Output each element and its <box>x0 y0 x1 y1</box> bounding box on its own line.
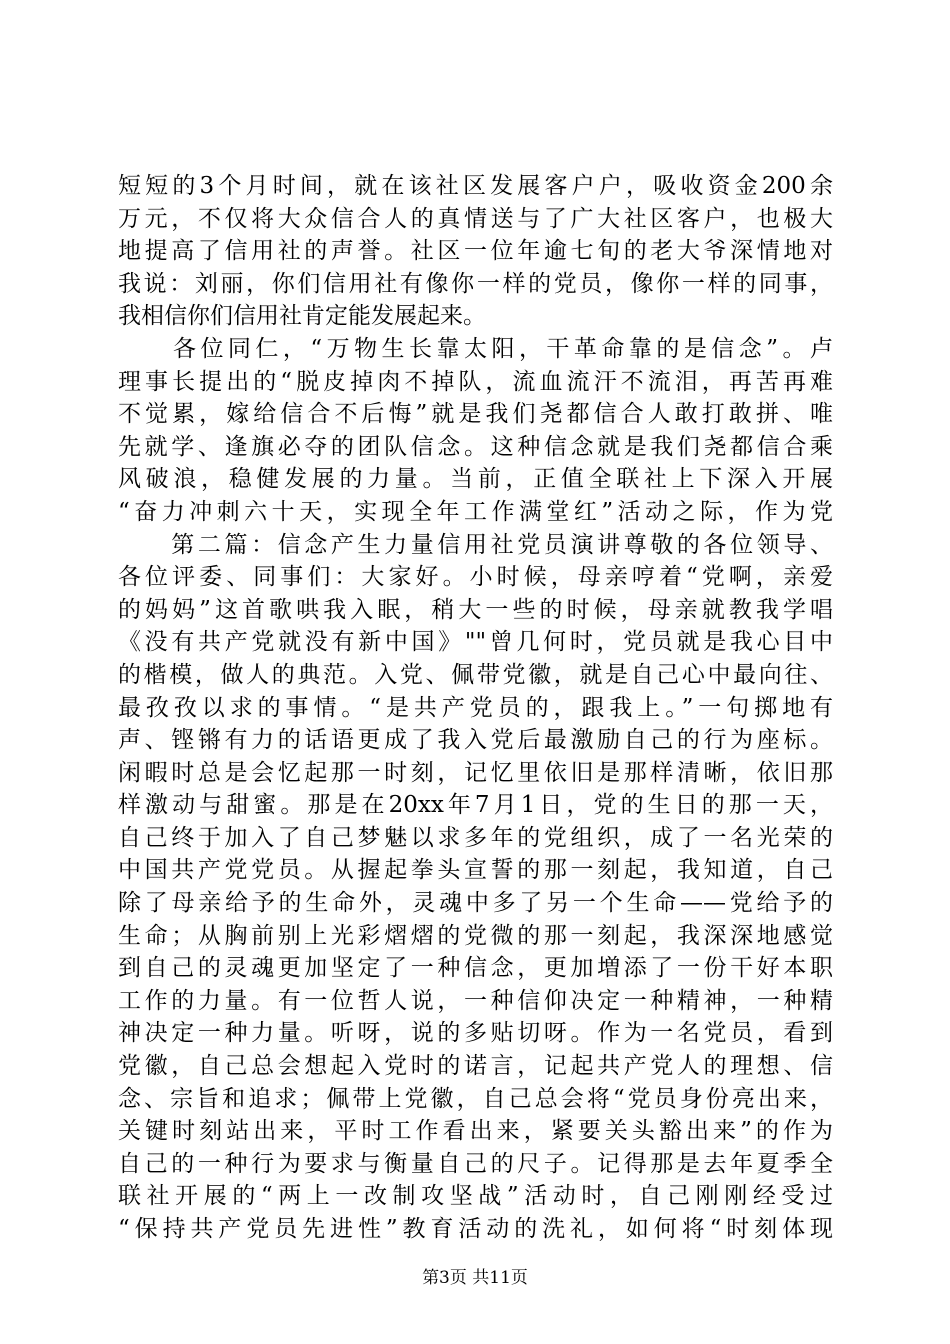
text-line: 理事长提出的“脱皮掉肉不掉队，流血流汗不流泪，再苦再难 <box>118 368 833 395</box>
text-line: 我说：刘丽，你们信用社有像你一样的党员，像你一样的同事， <box>118 270 833 297</box>
body-text <box>118 170 833 1246</box>
text-line: 念、宗旨和追求；佩带上党徽，自己总会将“党员身份亮出来， <box>118 1085 833 1112</box>
text-line: 万元，不仅将大众信合人的真情送与了广大社区客户，也极大 <box>118 205 833 232</box>
text-line: 最孜孜以求的事情。“是共产党员的，跟我上。”一句掷地有 <box>118 694 833 721</box>
text-line: 短短的3个月时间，就在该社区发展客户户，吸收资金200余 <box>118 173 833 199</box>
text-line: 声、铿锵有力的话语更成了我入党后最激励自己的行为座标。 <box>118 727 833 754</box>
text-line: 生命；从胸前别上光彩熠熠的党微的那一刻起，我深深地感觉 <box>118 922 833 949</box>
text-line: “保持共产党员先进性”教育活动的洗礼，如何将“时刻体现 <box>118 1216 833 1242</box>
text-line: 党徽，自己总会想起入党时的诺言，记起共产党人的理想、信 <box>118 1053 833 1080</box>
text-line: 的妈妈”这首歌哄我入眠，稍大一些的时候，母亲就教我学唱 <box>118 596 833 623</box>
text-line: 各位评委、同事们：大家好。小时候，母亲哼着“党啊，亲爱 <box>118 564 833 591</box>
text-line: 自己终于加入了自己梦魅以求多年的党组织，成了一名光荣的 <box>118 824 833 851</box>
text-line: 《没有共产党就没有新中国》""曾几何时，党员就是我心目中 <box>118 629 833 656</box>
text-line: 第二篇：信念产生力量信用社党员演讲尊敬的各位领导、 <box>118 531 833 558</box>
text-line: “奋力冲刺六十天，实现全年工作满堂红”活动之际，作为党 <box>118 498 833 525</box>
text-line: 除了母亲给予的生命外，灵魂中多了另一个生命——党给予的 <box>118 890 833 917</box>
text-line: 中国共产党党员。从握起拳头宣誓的那一刻起，我知道，自己 <box>118 857 833 884</box>
text-line: 先就学、逢旗必夺的团队信念。这种信念就是我们尧都信合乘 <box>118 433 833 460</box>
text-line: 样激动与甜蜜。那是在20xx年7月1日，党的生日的那一天， <box>118 792 833 819</box>
page-footer <box>0 1266 950 1290</box>
text-line: 的楷模，做人的典范。入党、佩带党徽，就是自己心中最向往、 <box>118 661 833 688</box>
text-line: 风破浪，稳健发展的力量。当前，正值全联社上下深入开展 <box>118 466 833 493</box>
text-line: 工作的力量。有一位哲人说，一种信仰决定一种精神，一种精 <box>118 987 833 1014</box>
text-line: 闲暇时总是会忆起那一时刻，记忆里依旧是那样清晰，依旧那 <box>118 759 833 786</box>
text-line: 各位同仁，“万物生长靠太阳，干革命靠的是信念”。卢 <box>118 335 833 362</box>
page-number: 第3页 共11页 <box>422 1268 528 1288</box>
text-line: 联社开展的“两上一改制攻坚战”活动时，自己刚刚经受过 <box>118 1183 833 1210</box>
text-line: 不觉累，嫁给信合不后悔”就是我们尧都信合人敢打敢拼、唯 <box>118 401 833 428</box>
text-line: 关键时刻站出来，平时工作看出来，紧要关头豁出来”的作为 <box>118 1118 833 1145</box>
text-line: 到自己的灵魂更加坚定了一种信念，更加増添了一份干好本职 <box>118 955 833 982</box>
text-line: 地提高了信用社的声誉。社区一位年逾七旬的老大爷深情地对 <box>118 238 833 265</box>
text-line: 自己的一种行为要求与衡量自己的尺子。记得那是去年夏季全 <box>118 1150 833 1177</box>
text-line: 神决定一种力量。听呀，说的多贴切呀。作为一名党员，看到 <box>118 1020 833 1047</box>
text-line: 我相信你们信用社肯定能发展起来。 <box>118 303 486 330</box>
